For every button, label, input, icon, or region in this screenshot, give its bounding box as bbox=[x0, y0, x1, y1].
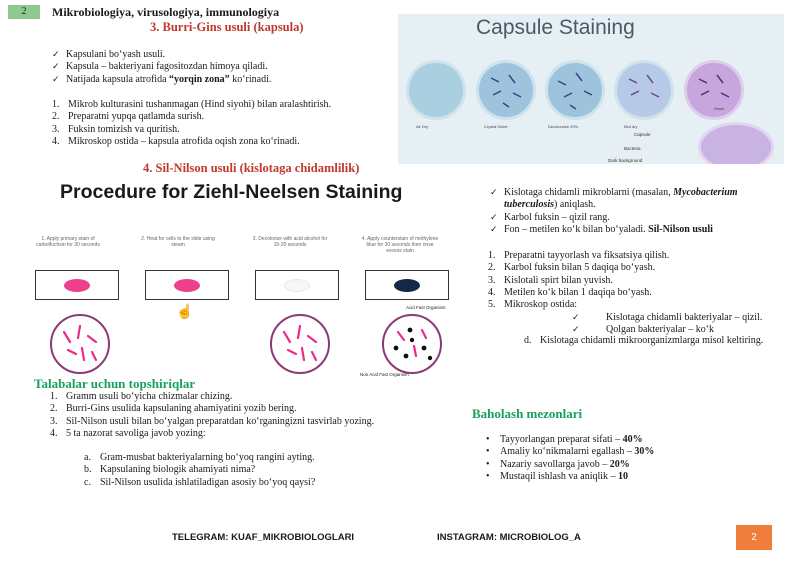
footer-telegram: TELEGRAM: KUAF_MIKROBIOLOGLARI bbox=[172, 532, 355, 543]
checklist-item: ✓ Kislotaga chidamli bakteriyalar – qizil. bbox=[570, 312, 790, 324]
checklist-item: ✓ Qolgan bakteriyalar – ko‘k bbox=[570, 324, 790, 336]
zn-label: Non Acid Fast Organism bbox=[360, 372, 409, 377]
stain-spot bbox=[174, 279, 200, 292]
step-d bbox=[524, 335, 764, 347]
burri-steps bbox=[52, 99, 392, 148]
list-item: 1. Preparatni tayyorlash va fiksatsiya qilish. bbox=[488, 250, 670, 261]
criteria-title: Baholash mezonlari bbox=[472, 406, 583, 421]
checklist-item: ✓ Karbol fuksin – qizil rang. bbox=[488, 212, 788, 224]
list-item: c. Sil-Nilson usulida ishlatiladigan asosiy bo‘yoq qaysi? bbox=[84, 476, 316, 488]
checklist-item: ✓ Fon – metilen ko‘k bilan bo‘yaladi. Sil-Nilson usuli bbox=[488, 224, 788, 236]
burri-checklist bbox=[50, 49, 380, 86]
callout-label: Bacteria bbox=[624, 146, 641, 151]
dish-label: Crystal Violet bbox=[484, 124, 508, 129]
list-item: 4. Mikroskop ostida – kapsula atrofida oqish zona ko‘rinadi. bbox=[52, 135, 300, 147]
list-item: • Amaliy ko‘nikmalarni egallash – 30% bbox=[482, 446, 782, 458]
zn-label: Acid Fast Organism bbox=[406, 305, 446, 310]
list-item: 4. Metilen ko‘k bilan 1 daqiqa bo‘yash. bbox=[488, 286, 652, 298]
capsule-figure-title: Capsule Staining bbox=[476, 16, 635, 39]
stain-spot bbox=[394, 279, 420, 292]
list-item: 1. Gramm usuli bo‘yicha chizmalar chizing. bbox=[50, 391, 233, 402]
checklist-item: ✓ Kapsula – bakteriyani fagositozdan himoya qiladi. bbox=[50, 61, 380, 73]
slide bbox=[145, 270, 229, 300]
list-item: 3. Sil-Nilson usuli bilan bo‘yalgan preparatdan ko‘rganingizni tasvirlab yozing. bbox=[50, 415, 375, 427]
result-checklist bbox=[570, 312, 790, 337]
microscope-field bbox=[50, 314, 110, 374]
step-d-text: Kislotaga chidamli mikroorganizmlarga misol keltiring. bbox=[540, 335, 764, 346]
stain-spot bbox=[284, 279, 310, 292]
list-item: b. Kapsulaning biologik ahamiyati nima? bbox=[84, 464, 256, 476]
callout-label: Dark background bbox=[608, 158, 643, 163]
list-item: • Tayyorlangan preparat sifati – 40% bbox=[482, 434, 782, 446]
zn-step-caption: 3. Decolorize with acid alcohol for 15-20 seconds bbox=[252, 236, 328, 248]
list-item: • Mustaqil ishlash va aniqlik – 10 bbox=[482, 471, 782, 483]
callout-label: Capsule bbox=[634, 132, 651, 137]
tasks-list bbox=[50, 391, 390, 440]
hand-icon: ☝ bbox=[176, 305, 194, 320]
capsule-staining-figure bbox=[398, 14, 784, 164]
list-item: 4. 5 ta nazorat savoliga javob yozing: bbox=[50, 427, 206, 439]
list-item: • Nazariy savollarga javob – 20% bbox=[482, 459, 782, 471]
list-item: 3. Kislotali spirt bilan yuvish. bbox=[488, 274, 613, 286]
zn-step-caption: 2. Heat for cells to the slide using steam bbox=[141, 236, 215, 248]
petri-dish bbox=[476, 60, 536, 120]
sil-nilson-steps bbox=[488, 250, 788, 311]
microscope-field bbox=[382, 314, 442, 374]
step-d-marker: d. bbox=[524, 335, 532, 346]
zn-step-caption: 4. Apply counterstain of methylene blue for 30 seconds then rinse excess stain bbox=[361, 236, 439, 254]
magnified-dish bbox=[698, 122, 774, 164]
zn-step-caption: 1. Apply primary stain of carbolfuchsin for 30 seconds bbox=[36, 236, 100, 248]
footer-page-badge: 2 bbox=[736, 525, 772, 550]
checklist-item: ✓ Kapsulani bo‘yash usuli. bbox=[50, 49, 380, 61]
zn-figure-title: Procedure for Ziehl-Neelsen Staining bbox=[60, 181, 403, 203]
sil-nilson-checklist bbox=[488, 187, 788, 236]
slide bbox=[35, 270, 119, 300]
petri-dish bbox=[406, 60, 466, 120]
list-item: 5. Mikroskop ostida: bbox=[488, 299, 578, 311]
dish-label: Wash bbox=[714, 106, 725, 111]
header-title: Mikrobiologiya, virusologiya, immunologiya bbox=[52, 5, 280, 19]
list-item: 3. Fuksin tomizish va quritish. bbox=[52, 123, 180, 135]
list-item: 2. Preparatni yupqa qatlamda surish. bbox=[52, 111, 205, 123]
slide bbox=[365, 270, 449, 300]
page-number-badge: 2 bbox=[8, 5, 40, 19]
checklist-item: ✓ Kislotaga chidamli mikroblarni (masalan, Mycobacterium tuberculosis) aniqlash. bbox=[488, 187, 788, 212]
petri-dish bbox=[614, 60, 674, 120]
stain-spot bbox=[64, 279, 90, 292]
petri-dish bbox=[545, 60, 605, 120]
checklist-item: ✓ Natijada kapsula atrofida “yorqin zona” ko‘rinadi. bbox=[50, 74, 380, 86]
sil-nilson-title: 4. Sil-Nilson usuli (kislotaga chidamlilik) bbox=[143, 161, 360, 175]
burri-gins-title: 3. Burri-Gins usuli (kapsula) bbox=[150, 20, 304, 34]
dish-label: Air Dry bbox=[416, 124, 429, 129]
list-item: 2. Burri-Gins usulida kapsulaning ahamiyatini yozib bering. bbox=[50, 403, 297, 415]
list-item: a. Gram-musbat bakteriyalarning bo‘yoq rangini ayting. bbox=[84, 452, 315, 463]
microscope-field bbox=[270, 314, 330, 374]
petri-dish bbox=[684, 60, 744, 120]
dish-label: Decolourize 20% bbox=[548, 124, 579, 129]
dish-label: Blot dry bbox=[624, 124, 638, 129]
slide bbox=[255, 270, 339, 300]
list-item: 2. Karbol fuksin bilan 5 daqiqa bo‘yash. bbox=[488, 262, 656, 274]
list-item: 1. Mikrob kulturasini tushanmagan (Hind siyohi) bilan aralashtirish. bbox=[52, 99, 332, 110]
tasks-sublist bbox=[84, 452, 384, 489]
tasks-title: Talabalar uchun topshiriqlar bbox=[34, 376, 196, 391]
footer-instagram: INSTAGRAM: MICROBIOLOG_A bbox=[437, 532, 581, 543]
criteria-list bbox=[482, 434, 782, 483]
